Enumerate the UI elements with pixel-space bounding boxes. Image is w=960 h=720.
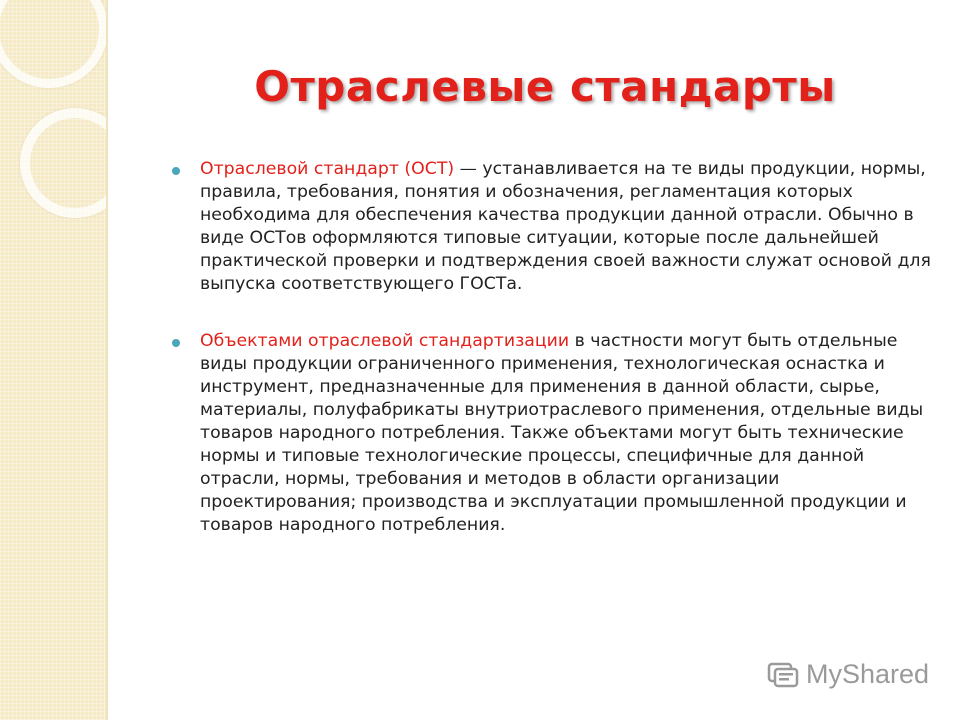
decorative-ring xyxy=(0,0,106,88)
bullet-list xyxy=(170,158,940,571)
myshared-watermark xyxy=(766,654,929,694)
bullet-text xyxy=(200,158,940,296)
bullet-body: — устанавливается на те виды продукции, нормы, правила, требования, понятия и обозначения, регламентация которых необходима для обеспечения качества продукции данной отрасли. Обычно в виде ОСТов оформляются типовые ситуации, которые после дальнейшей практической проверки и подтверждения своей важности служат основой для выпуска соответствующего ГОСТа. xyxy=(200,159,931,294)
watermark-text: MyShared xyxy=(806,658,930,689)
bullet-item xyxy=(170,330,940,537)
decorative-side-band xyxy=(0,0,106,720)
bullet-body: в частности могут быть отдельные виды продукции ограниченного применения, технологическая оснастка и инструмент, предназначенные для применения в данной области, сырье, материалы, полуфабрикаты внутриотраслевого применения, отдельные виды товаров народного потребления. Также объектами могут быть технические нормы и типовые технологические процессы, специфичные для данной отрасли, нормы, требования и методов в области организации проектирования; производства и эксплуатации промышленной продукции и товаров народного потребления. xyxy=(200,331,924,535)
slide-title: Отраслевые стандарты xyxy=(254,62,836,111)
bullet-item xyxy=(170,158,940,296)
bullet-lead-term: Отраслевой стандарт (ОСТ) xyxy=(200,159,455,179)
bullet-text xyxy=(200,330,940,537)
side-band-edge xyxy=(106,0,108,720)
decorative-ring xyxy=(20,108,106,218)
bullet-dot-icon xyxy=(172,339,180,347)
bullet-lead-term: Объектами отраслевой стандартизации xyxy=(200,331,570,351)
myshared-logo-icon xyxy=(766,657,800,691)
bullet-dot-icon xyxy=(172,167,180,175)
